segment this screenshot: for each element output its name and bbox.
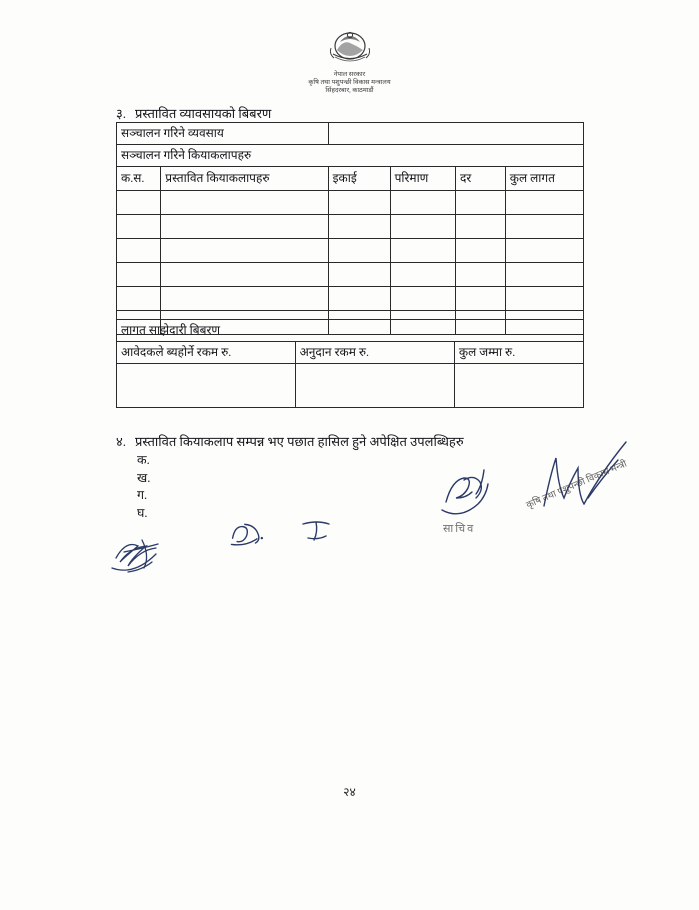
cell-unit[interactable] xyxy=(328,191,390,215)
letterhead-line-1: नेपाल सरकार xyxy=(333,71,366,78)
list-item: ग. xyxy=(137,488,148,502)
letterhead xyxy=(0,26,699,95)
cell-rate[interactable] xyxy=(456,191,506,215)
cell-unit[interactable] xyxy=(328,263,390,287)
letterhead-caption xyxy=(0,71,699,95)
section-3-number: ३. xyxy=(116,106,127,121)
col-header-applicant-amount: आवेदकले ब्यहोर्ने रकम रु. xyxy=(117,342,296,364)
cell-grant-amount[interactable] xyxy=(295,364,454,408)
table-row xyxy=(117,145,584,167)
section-4-number: ४. xyxy=(116,434,127,449)
col-header-sn: क.स. xyxy=(117,167,161,191)
cell-rate[interactable] xyxy=(456,239,506,263)
cell-sn[interactable] xyxy=(117,191,161,215)
cell-sn[interactable] xyxy=(117,263,161,287)
section-3-title: प्रस्तावित व्यावसायको बिबरण xyxy=(135,106,272,121)
col-header-total-amount: कुल जम्मा रु. xyxy=(454,342,583,364)
cell-unit[interactable] xyxy=(328,215,390,239)
cell-quantity[interactable] xyxy=(390,287,455,311)
nepal-government-emblem-icon xyxy=(327,26,373,70)
signature-mark-3 xyxy=(300,516,334,544)
col-header-rate: दर xyxy=(456,167,506,191)
cell-rate[interactable] xyxy=(456,263,506,287)
table-row xyxy=(117,123,584,145)
cell-applicant-amount[interactable] xyxy=(117,364,296,408)
signature-label-ministry: कृषि तथा पशुपन्छी विकास मन्त्री xyxy=(525,459,629,511)
table-row xyxy=(117,215,584,239)
cost-sharing-table xyxy=(116,319,584,408)
list-item: ख. xyxy=(137,470,151,485)
cell-activity[interactable] xyxy=(161,287,328,311)
activities-label: सञ्चालन गरिने कियाकलापहरु xyxy=(117,145,584,167)
section-4-items xyxy=(137,452,150,522)
cell-quantity[interactable] xyxy=(390,239,455,263)
section-4-title: प्रस्तावित कियाकलाप सम्पन्न भए पछात हासिल हुने अपेक्षित उपलब्धिहरु xyxy=(135,434,464,449)
col-header-total-cost: कुल लागत xyxy=(505,167,583,191)
signature-mark-2 xyxy=(226,515,270,550)
cell-sn[interactable] xyxy=(117,239,161,263)
col-header-grant-amount: अनुदान रकम रु. xyxy=(295,342,454,364)
page-number: २४ xyxy=(343,785,356,799)
col-header-quantity: परिमाण xyxy=(390,167,455,191)
cell-total[interactable] xyxy=(505,287,583,311)
cell-total[interactable] xyxy=(505,215,583,239)
business-name-label: सञ्चालन गरिने व्यवसाय xyxy=(117,123,329,145)
proposed-business-table xyxy=(116,122,584,335)
cell-unit[interactable] xyxy=(328,287,390,311)
business-name-value[interactable] xyxy=(328,123,583,145)
cell-sn[interactable] xyxy=(117,287,161,311)
cell-activity[interactable] xyxy=(161,263,328,287)
cost-sharing-table-wrap xyxy=(116,319,584,408)
table-row xyxy=(117,287,584,311)
cell-rate[interactable] xyxy=(456,287,506,311)
table-header-row xyxy=(117,167,584,191)
cell-quantity[interactable] xyxy=(390,215,455,239)
cell-total[interactable] xyxy=(505,239,583,263)
list-item: घ. xyxy=(137,505,148,520)
list-item: क. xyxy=(137,453,150,467)
col-header-unit: इकाई xyxy=(328,167,390,191)
table-row xyxy=(117,263,584,287)
cell-activity[interactable] xyxy=(161,215,328,239)
letterhead-line-3: सिंहदरबार, काठमाडौं xyxy=(325,87,374,94)
cell-unit[interactable] xyxy=(328,239,390,263)
proposed-business-table-wrap xyxy=(116,122,584,335)
table-row xyxy=(117,320,584,342)
cell-quantity[interactable] xyxy=(390,263,455,287)
table-row xyxy=(117,364,584,408)
col-header-activity: प्रस्तावित कियाकलापहरु xyxy=(161,167,328,191)
cell-activity[interactable] xyxy=(161,239,328,263)
cell-activity[interactable] xyxy=(161,191,328,215)
cell-total-amount[interactable] xyxy=(454,364,583,408)
cell-total[interactable] xyxy=(505,191,583,215)
signature-mark-1 xyxy=(112,528,192,580)
cost-sharing-label: लागत साझेदारी बिबरण xyxy=(117,320,584,342)
table-row xyxy=(117,239,584,263)
table-header-row xyxy=(117,342,584,364)
cell-rate[interactable] xyxy=(456,215,506,239)
cell-sn[interactable] xyxy=(117,215,161,239)
section-4-heading xyxy=(116,432,464,450)
section-3-heading xyxy=(116,104,271,122)
cell-quantity[interactable] xyxy=(390,191,455,215)
letterhead-line-2: कृषि तथा पशुपन्छी विकास मन्त्रालय xyxy=(308,79,391,86)
cell-total[interactable] xyxy=(505,263,583,287)
table-row xyxy=(117,191,584,215)
signature-label-secretary: साचिव xyxy=(443,523,476,535)
signature-mark-4 xyxy=(440,468,502,524)
